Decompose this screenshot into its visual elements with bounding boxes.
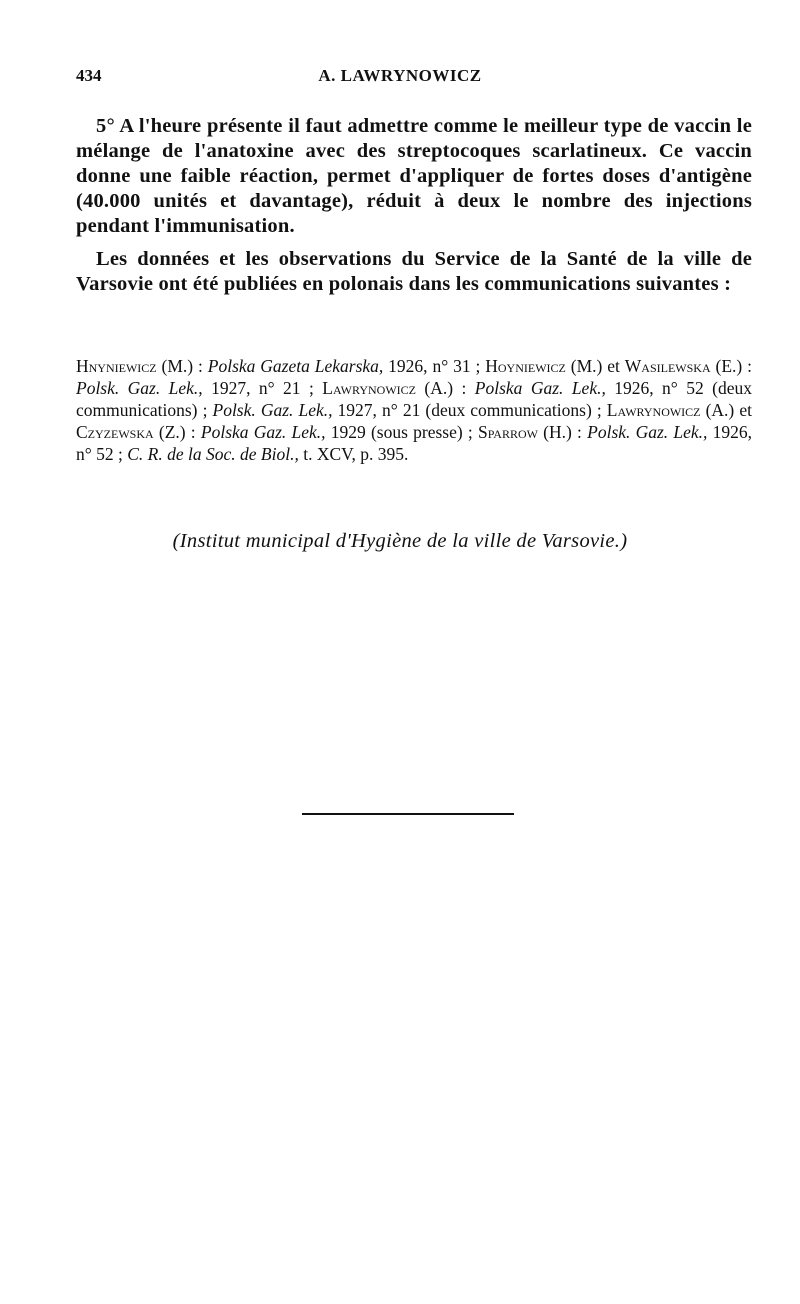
reference-author: Sparrow (H.) — [477, 422, 572, 442]
references — [76, 355, 752, 465]
reference-journal: Polska Gaz. Lek., — [474, 378, 606, 398]
reference-separator: : — [742, 356, 752, 376]
affiliation: (Institut municipal d'Hygiène de la ville de Varsovie.) — [172, 530, 628, 552]
reference-details: 1927, n° 21 (deux communications) ; — [332, 400, 607, 420]
reference-author: Czyzewska (Z.) — [76, 422, 186, 442]
reference-author: Lawrynowicz (A.) — [322, 378, 454, 398]
reference-journal: Polsk. Gaz. Lek., — [212, 400, 333, 420]
reference-author: Lawrynowicz (A.) — [606, 400, 735, 420]
reference-separator: : — [185, 422, 201, 442]
reference-conjunction: et — [734, 400, 752, 420]
reference-details: 1929 (sous presse) ; — [325, 422, 478, 442]
reference-details: t. XCV, p. 395. — [298, 444, 409, 464]
reference-journal: Polsk. Gaz. Lek., — [76, 378, 203, 398]
reference-details: 1926, n° 52 (deux communications) ; — [76, 378, 752, 420]
reference-separator: : — [453, 378, 475, 398]
reference-journal: Polsk. Gaz. Lek., — [587, 422, 708, 442]
reference-details: 1926, n° 31 ; — [383, 356, 486, 376]
reference-journal: C. R. de la Soc. de Biol., — [127, 444, 299, 464]
reference-details: 1926, n° 52 ; — [76, 422, 753, 464]
reference-author: Hoyniewicz (M.) — [485, 356, 603, 376]
running-head: A. LAWRYNOWICZ — [318, 66, 482, 85]
body-paragraph-2: Les données et les observations du Service de la Santé de la ville de Varsovie ont été publiées en polonais dans les communications suivantes : — [76, 248, 752, 295]
body-paragraph-1: 5° A l'heure présente il faut admettre comme le meilleur type de vaccin le mélange de l'anatoxine avec des streptocoques scarlatineux. Ce vaccin donne une faible réaction, permet d'appliquer de fortes doses d'antigène (40.000 unités et davantage), réduit à deux le nombre des injections pendant l'immunisation. — [76, 115, 752, 237]
page-number: 434 — [76, 66, 102, 85]
reference-author: Hnyniewicz (M.) — [76, 356, 194, 376]
end-rule — [302, 813, 514, 815]
reference-details: 1927, n° 21 ; — [202, 378, 323, 398]
reference-separator: : — [571, 422, 588, 442]
reference-journal: Polska Gazeta Lekarska, — [207, 356, 384, 376]
reference-author: Wasilewska (E.) — [624, 356, 743, 376]
reference-conjunction: et — [602, 356, 625, 376]
reference-separator: : — [193, 356, 208, 376]
reference-journal: Polska Gaz. Lek., — [200, 422, 326, 442]
